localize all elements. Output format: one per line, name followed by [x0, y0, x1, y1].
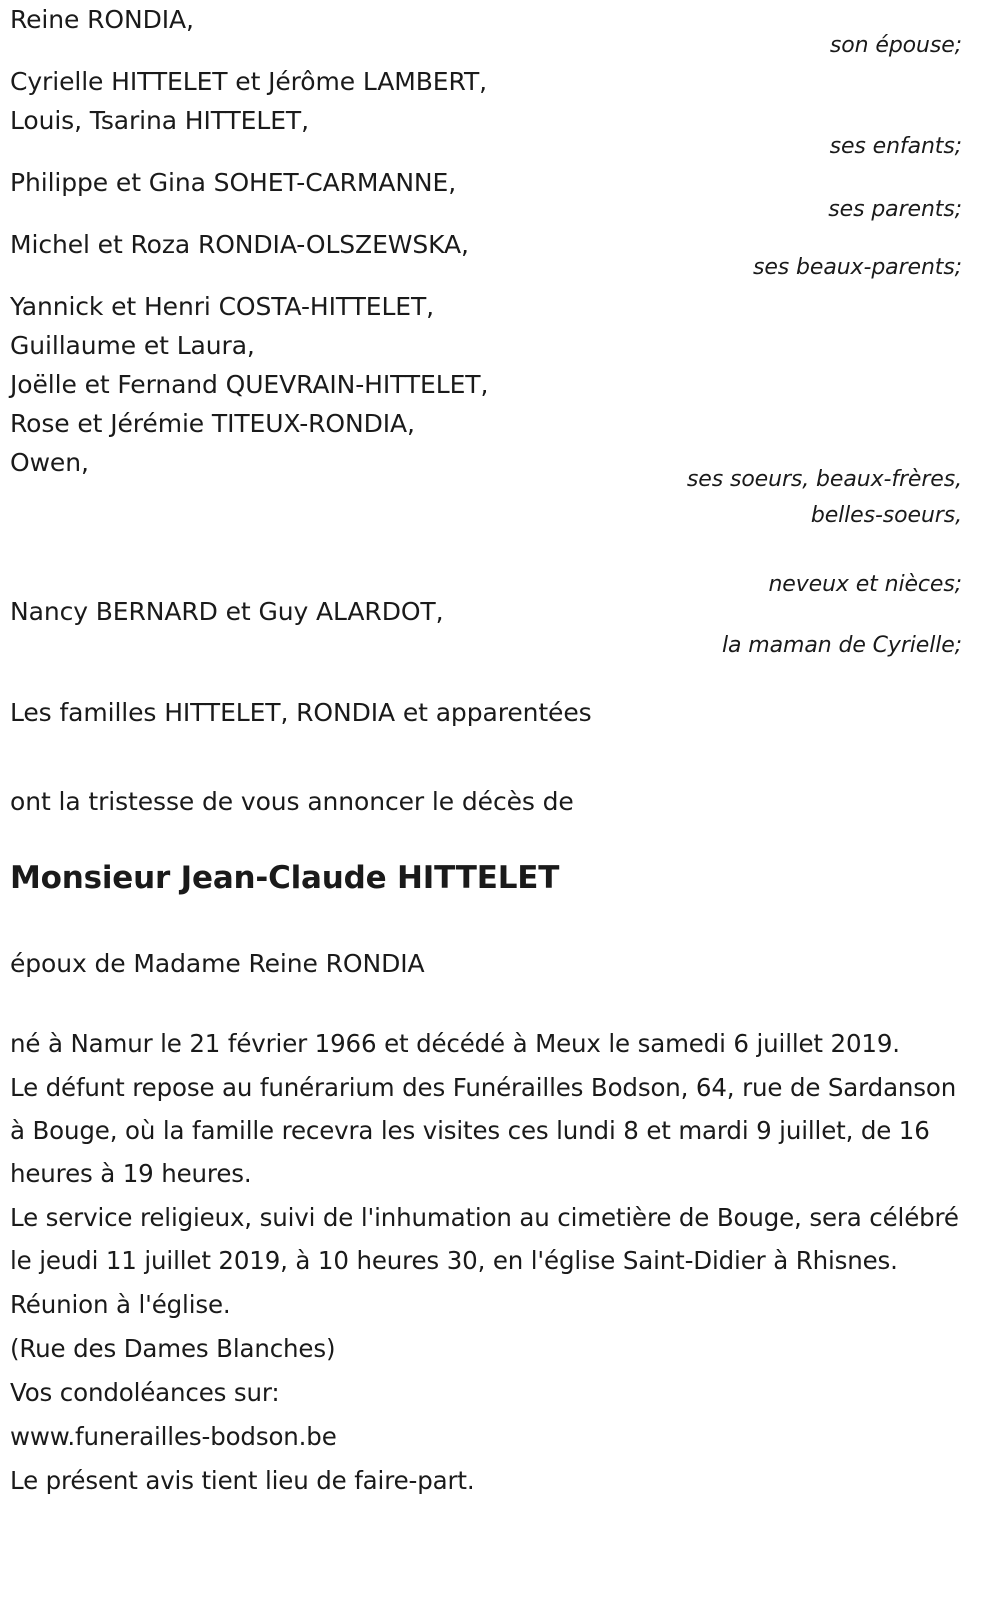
name-group	[10, 225, 630, 264]
name-group	[10, 163, 630, 202]
name-group	[10, 592, 630, 631]
family-name-line: Joëlle et Fernand QUEVRAIN-HITTELET,	[10, 370, 489, 399]
role-children: ses enfants;	[829, 134, 962, 159]
body-paragraph: Vos condoléances sur:	[10, 1378, 280, 1407]
family-name-line: Nancy BERNARD et Guy ALARDOT,	[10, 597, 444, 626]
relations-region	[0, 0, 1000, 762]
family-names-column	[10, 0, 630, 732]
body-paragraph: Réunion à l'église.	[10, 1290, 231, 1319]
family-name-line: Owen,	[10, 448, 89, 477]
name-group	[10, 287, 630, 482]
spouse-of-line: époux de Madame Reine RONDIA	[10, 949, 425, 978]
body-paragraph: Le défunt repose au funérarium des Funérailles Bodson, 64, rue de Sardanson à Bouge, où la famille recevra les visites ces lundi 8 et mardi 9 juillet, de 16 heures à 19 heures.	[10, 1073, 957, 1188]
body-text	[10, 1022, 970, 1503]
body-paragraph: Le présent avis tient lieu de faire-part.	[10, 1466, 475, 1495]
body-paragraph: né à Namur le 21 février 1966 et décédé à Meux le samedi 6 juillet 2019.	[10, 1029, 900, 1058]
family-name-line: Guillaume et Laura,	[10, 331, 255, 360]
name-group	[10, 693, 630, 732]
family-name-line: Yannick et Henri COSTA-HITTELET,	[10, 292, 434, 321]
role-siblings: ses soeurs, beaux-frères, belles-soeurs,	[686, 467, 962, 528]
role-parents-in-law: ses beaux-parents;	[752, 255, 962, 280]
family-name-line: Les familles HITTELET, RONDIA et apparentées	[10, 698, 592, 727]
name-group	[10, 0, 630, 39]
family-name-line: Rose et Jérémie TITEUX-RONDIA,	[10, 409, 415, 438]
role-mother-of: la maman de Cyrielle;	[722, 633, 962, 658]
family-name-line: Cyrielle HITTELET et Jérôme LAMBERT,	[10, 67, 487, 96]
role-nephews-nieces: neveux et nièces;	[768, 572, 962, 597]
announcement-intro: ont la tristesse de vous annoncer le décès de	[10, 787, 574, 816]
body-paragraph: Le service religieux, suivi de l'inhumation au cimetière de Bouge, sera célébré le jeudi 11 juillet 2019, à 10 heures 30, en l'église Saint-Didier à Rhisnes.	[10, 1203, 959, 1275]
deceased-name: Monsieur Jean-Claude HITTELET	[10, 860, 560, 896]
role-spouse: son épouse;	[829, 33, 962, 58]
name-group	[10, 62, 630, 140]
body-paragraph: (Rue des Dames Blanches)	[10, 1334, 336, 1363]
family-name-line: Reine RONDIA,	[10, 5, 194, 34]
family-name-line: Louis, Tsarina HITTELET,	[10, 106, 309, 135]
family-name-line: Philippe et Gina SOHET-CARMANNE,	[10, 168, 457, 197]
role-parents: ses parents;	[828, 197, 962, 222]
family-name-line: Michel et Roza RONDIA-OLSZEWSKA,	[10, 230, 469, 259]
condolences-website[interactable]: www.funerailles-bodson.be	[10, 1422, 337, 1451]
